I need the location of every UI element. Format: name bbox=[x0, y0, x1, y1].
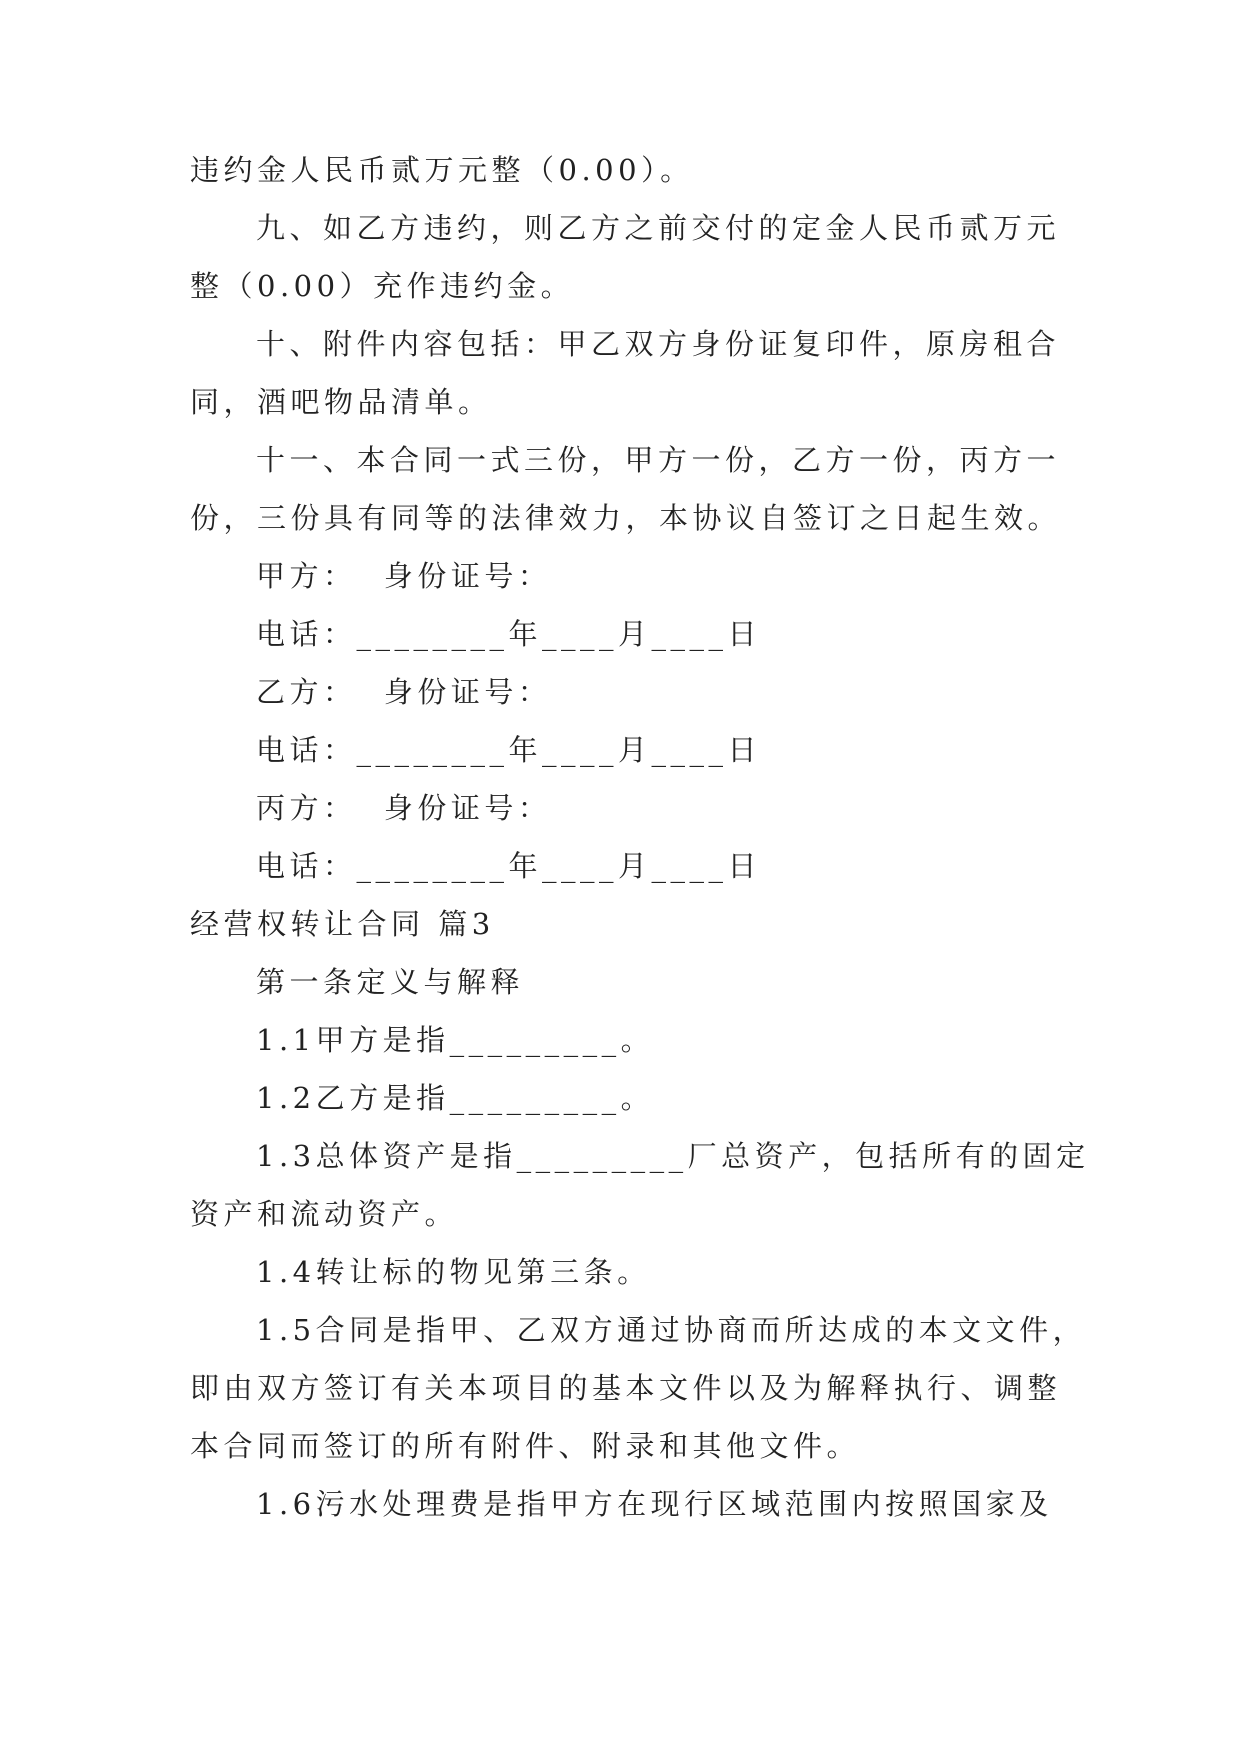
text-line: 份，三份具有同等的法律效力，本协议自签订之日起生效。 bbox=[190, 501, 1062, 535]
text-line: 整（0.00）充作违约金。 bbox=[190, 269, 575, 303]
article-heading: 第一条定义与解释 bbox=[256, 965, 525, 999]
clause-line: 1.2乙方是指_________。 bbox=[256, 1081, 655, 1115]
section-heading: 经营权转让合同 篇3 bbox=[190, 907, 495, 941]
clause-line: 1.3总体资产是指_________厂总资产，包括所有的固定 bbox=[256, 1139, 1090, 1173]
party-b-id-line: 乙方： 身份证号： bbox=[256, 675, 552, 709]
party-c-id-line: 丙方： 身份证号： bbox=[256, 791, 552, 825]
text-line: 违约金人民币贰万元整（0.00）。 bbox=[190, 153, 694, 187]
party-b-phone-date-line: 电话：________年____月____日 bbox=[256, 733, 762, 767]
party-c-phone-date-line: 电话：________年____月____日 bbox=[256, 849, 762, 883]
text-line: 同，酒吧物品清单。 bbox=[190, 385, 492, 419]
text-line: 十、附件内容包括：甲乙双方身份证复印件，原房租合 bbox=[256, 327, 1061, 361]
clause-line: 1.1甲方是指_________。 bbox=[256, 1023, 655, 1057]
clause-line: 资产和流动资产。 bbox=[190, 1197, 459, 1231]
clause-line: 1.4转让标的物见第三条。 bbox=[256, 1255, 651, 1289]
clause-line: 本合同而签订的所有附件、附录和其他文件。 bbox=[190, 1429, 861, 1463]
text-line: 九、如乙方违约，则乙方之前交付的定金人民币贰万元 bbox=[256, 211, 1061, 245]
clause-line: 即由双方签订有关本项目的基本文件以及为解释执行、调整 bbox=[190, 1371, 1062, 1405]
clause-line: 1.5合同是指甲、乙双方通过协商而所达成的本文文件， bbox=[256, 1313, 1087, 1347]
text-line: 十一、本合同一式三份，甲方一份，乙方一份，丙方一 bbox=[256, 443, 1061, 477]
clause-line: 1.6污水处理费是指甲方在现行区域范围内按照国家及 bbox=[256, 1487, 1053, 1521]
party-a-id-line: 甲方： 身份证号： bbox=[256, 559, 552, 593]
party-a-phone-date-line: 电话：________年____月____日 bbox=[256, 617, 762, 651]
